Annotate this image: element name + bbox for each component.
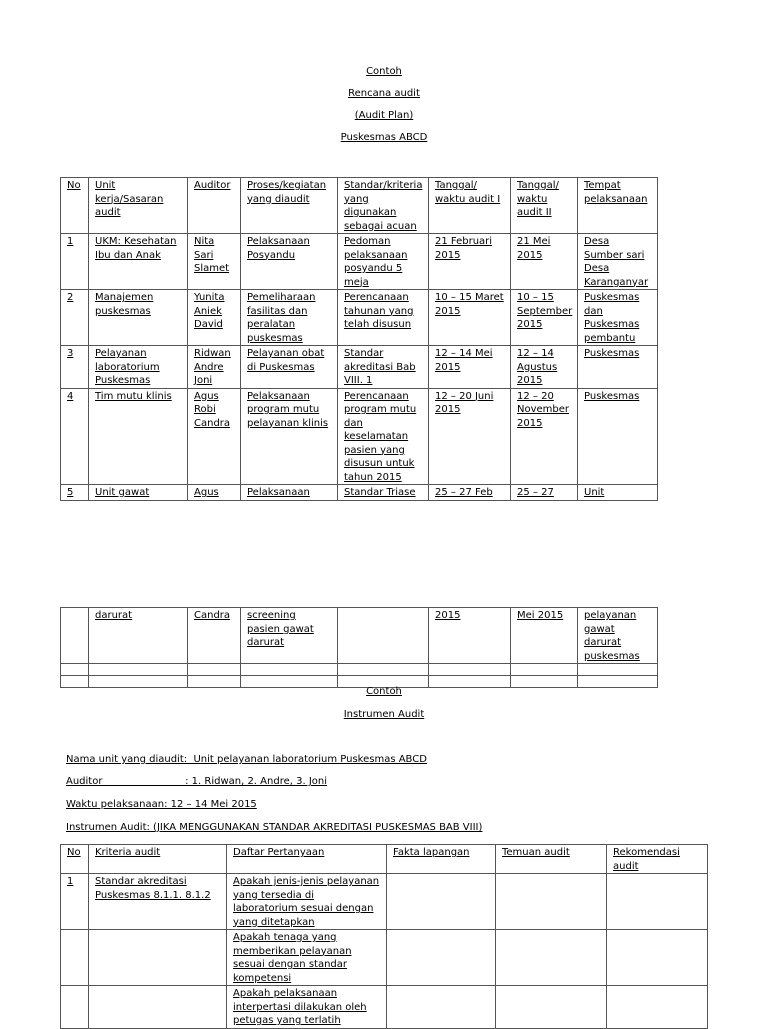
table-cell: Pelayanan obat di Puskesmas [241,346,338,389]
table-cell: 25 – 27 [511,485,578,501]
table-cell [89,986,227,1029]
table-cell: 4 [61,388,89,485]
table-cell: Nita Sari Slamet [188,234,241,290]
table-cell [61,930,89,986]
table-row [61,930,708,986]
table-cell: Yunita Aniek David [188,290,241,346]
header-cell: Auditor [188,178,241,234]
table-cell: Tim mutu klinis [89,388,188,485]
header-cell: Kriteria audit [89,845,227,874]
table-cell: 2 [61,290,89,346]
table-header-row [61,178,658,234]
table-cell: Apakah tenaga yang memberikan pelayanan sesuai dengan standar kompetensi [227,930,387,986]
table-cell: Perencanaan tahunan yang telah disusun [338,290,429,346]
table-row [61,874,708,930]
table-cell: darurat [89,608,188,664]
instrument-label: Contoh [366,686,402,697]
table-cell [578,664,658,676]
table-cell [607,930,708,986]
table-cell: 12 – 20 November 2015 [511,388,578,485]
header-cell: Tempat pelaksanaan [578,178,658,234]
table-cell: 12 – 14 Mei 2015 [429,346,511,389]
table-cell: Puskesmas [578,346,658,389]
table-cell: Pedoman pelaksanaan posyandu 5 meja [338,234,429,290]
table-cell [241,664,338,676]
auditor-line: Auditor : 1. Ridwan, 2. Andre, 3. Joni [66,776,327,787]
table-cell: screening pasien gawat darurat [241,608,338,664]
table-cell: Manajemen puskesmas [89,290,188,346]
table-cell: Pelaksanaan Posyandu [241,234,338,290]
header-cell: Proses/kegiatan yang diaudit [241,178,338,234]
audit-plan-table [60,177,658,501]
table-cell: pelayanan gawat darurat puskesmas [578,608,658,664]
table-row [61,234,658,290]
table-cell [387,874,496,930]
table-cell: Apakah jenis-jenis pelayanan yang tersedia di laboratorium sesuai dengan yang ditetapkan [227,874,387,930]
table-cell: Perencanaan program mutu dan keselamatan pasien yang disusun untuk tahun 2015 [338,388,429,485]
table-cell: Pemeliharaan fasilitas dan peralatan puskesmas [241,290,338,346]
table-cell: Unit gawat [89,485,188,501]
table-cell [338,608,429,664]
table-cell: Unit [578,485,658,501]
table-cell: Apakah pelaksanaan interpertasi dilakukan oleh petugas yang terlatih [227,986,387,1029]
table-cell: Mei 2015 [511,608,578,664]
table-cell: 2015 [429,608,511,664]
table-row [61,664,658,676]
table-cell: Pelayanan laboratorium Puskesmas [89,346,188,389]
table-cell [607,874,708,930]
table-cell: Pelaksanaan program mutu pelayanan klinis [241,388,338,485]
header-cell: Daftar Pertanyaan [227,845,387,874]
table-cell: 21 Februari 2015 [429,234,511,290]
table-cell: 10 – 15 Maret 2015 [429,290,511,346]
audited-unit-line: Nama unit yang diaudit: Unit pelayanan laboratorium Puskesmas ABCD [66,754,427,765]
table-cell: Agus Robi Candra [188,388,241,485]
table-cell: Desa Sumber sari Desa Karanganyar [578,234,658,290]
doc-label: Contoh [366,66,402,77]
organization-name: Puskesmas ABCD [340,132,428,143]
table-cell: Standar akreditasi Puskesmas 8.1.1. 8.1.2 [89,874,227,930]
table-cell [607,986,708,1029]
header-cell: Temuan audit [496,845,607,874]
instrument-title: Instrumen Audit [343,709,425,720]
table-cell [496,930,607,986]
table-cell: Puskesmas dan Puskesmas pembantu [578,290,658,346]
table-row [61,388,658,485]
table-cell: Ridwan Andre Joni [188,346,241,389]
doc-subtitle: (Audit Plan) [354,110,414,121]
table-cell [387,986,496,1029]
header-cell: Fakta lapangan [387,845,496,874]
header-cell: Rekomendasi audit [607,845,708,874]
table-cell [338,664,429,676]
table-header-row [61,845,708,874]
table-cell: 1 [61,874,89,930]
table-row [61,608,658,664]
header-cell: Tanggal/ waktu audit II [511,178,578,234]
table-cell: Agus [188,485,241,501]
table-cell: Pelaksanaan [241,485,338,501]
table-cell [89,930,227,986]
table-cell: Standar Triase [338,485,429,501]
table-cell: UKM: Kesehatan Ibu dan Anak [89,234,188,290]
table-cell: 5 [61,485,89,501]
table-cell [188,664,241,676]
table-cell [61,986,89,1029]
table-cell [89,664,188,676]
table-cell: 12 – 14 Agustus 2015 [511,346,578,389]
table-cell: 25 – 27 Feb [429,485,511,501]
table-cell [496,874,607,930]
audit-plan-table-continued [60,607,658,688]
instrument-standard-line: Instrumen Audit: (JIKA MENGGUNAKAN STANDAR AKREDITASI PUSKESMAS BAB VIII) [66,822,483,833]
table-cell [61,664,89,676]
table-row [61,485,658,501]
table-cell: 21 Mei 2015 [511,234,578,290]
table-cell: 10 – 15 September 2015 [511,290,578,346]
header-cell: No [61,178,89,234]
header-cell: Unit kerja/Sasaran audit [89,178,188,234]
table-row [61,986,708,1029]
table-cell: 1 [61,234,89,290]
table-cell: Puskesmas [578,388,658,485]
table-row [61,346,658,389]
doc-title: Rencana audit [348,88,420,99]
table-cell: 3 [61,346,89,389]
header-cell: No [61,845,89,874]
header-cell: Tanggal/ waktu audit I [429,178,511,234]
table-cell: Standar akreditasi Bab VIII. 1 [338,346,429,389]
table-cell: 12 – 20 Juni 2015 [429,388,511,485]
table-cell [496,986,607,1029]
table-cell [387,930,496,986]
table-cell [61,608,89,664]
schedule-line: Waktu pelaksanaan: 12 – 14 Mei 2015 [66,799,257,810]
audit-instrument-table [60,844,708,1029]
table-cell: Candra [188,608,241,664]
table-cell [429,664,511,676]
table-cell [511,664,578,676]
header-cell: Standar/kriteria yang digunakan sebagai acuan [338,178,429,234]
table-row [61,290,658,346]
